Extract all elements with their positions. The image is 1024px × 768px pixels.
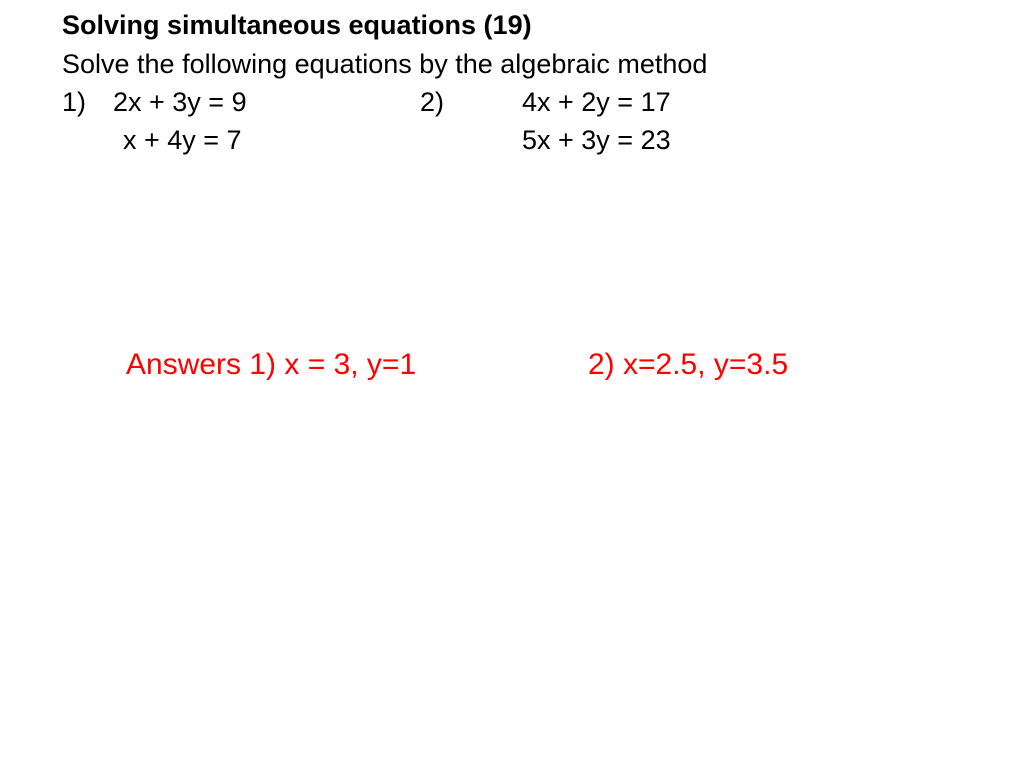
question-2-equation-1: 4x + 2y = 17 bbox=[522, 87, 671, 117]
question-1-number: 1) bbox=[62, 87, 87, 117]
instruction-text: Solve the following equations by the algebraic method bbox=[62, 49, 708, 79]
question-2-equation-2: 5x + 3y = 23 bbox=[522, 125, 671, 155]
answer-2-text: 2) x=2.5, y=3.5 bbox=[588, 348, 789, 381]
question-2-number: 2) bbox=[420, 87, 445, 117]
slide-title: Solving simultaneous equations (19) bbox=[62, 10, 532, 40]
question-1-equation-2: x + 4y = 7 bbox=[123, 125, 242, 155]
answer-1-text: Answers 1) x = 3, y=1 bbox=[126, 348, 417, 381]
question-1-equation-1: 2x + 3y = 9 bbox=[113, 87, 247, 117]
